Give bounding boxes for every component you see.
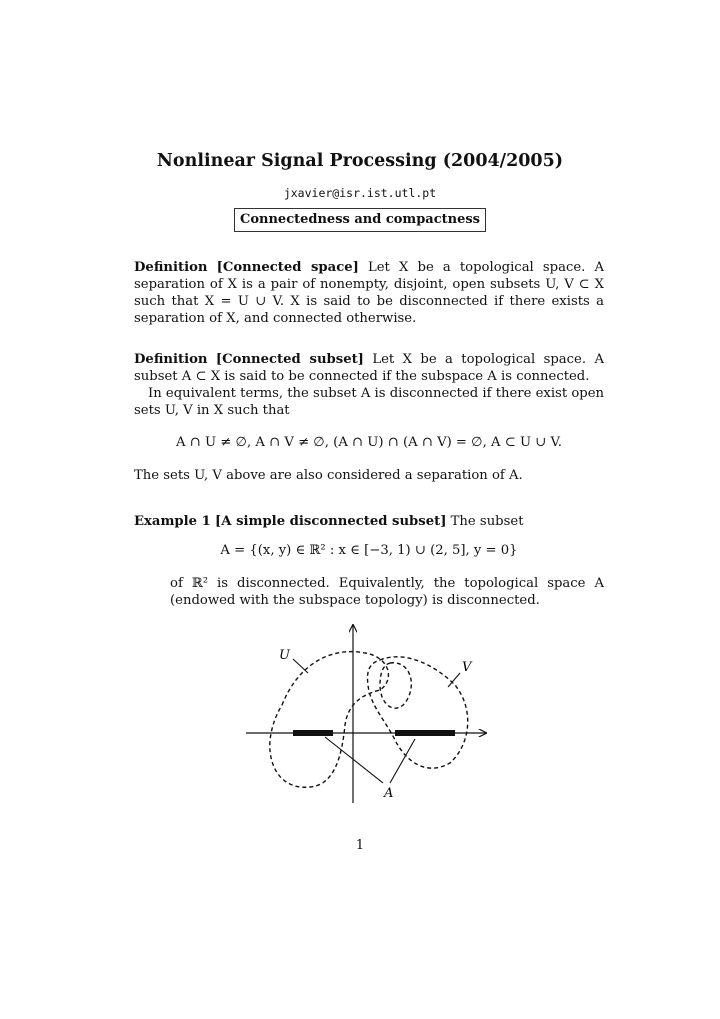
example-heading xyxy=(134,513,604,530)
definition-name: [Connected subset] xyxy=(215,352,364,367)
label-A: A xyxy=(384,786,394,801)
example-intro: The subset xyxy=(450,514,524,529)
topic-box-wrapper xyxy=(0,208,720,232)
example-text: of ℝ² is disconnected. Equivalently, the topological space A (endowed with the subspace topology) is disconnected. xyxy=(170,576,604,608)
set-V-curve xyxy=(368,657,468,768)
document-title: Nonlinear Signal Processing (2004/2005) xyxy=(156,151,564,171)
page-number: 1 xyxy=(355,838,365,853)
set-A-segment-left xyxy=(293,730,333,736)
topic-box: Connectedness and compactness xyxy=(234,208,486,232)
definition-text: Let X be a topological space. A separation of X is a pair of nonempty, disjoint, open subsets U, V ⊂ X such that X = U ∪ V. X is said to be disconnected if there exists a separation of X, and connected otherwise. xyxy=(134,260,605,326)
V-leader-line xyxy=(448,673,460,687)
label-U: U xyxy=(279,648,290,663)
disconnected-subset-figure xyxy=(230,615,510,815)
example-set-equation: A = {(x, y) ∈ ℝ² : x ∈ [−3, 1) ∪ (2, 5], y = 0} xyxy=(220,543,518,558)
set-U-curve xyxy=(270,652,389,788)
label-V: V xyxy=(462,660,472,675)
U-leader-line xyxy=(293,659,308,673)
definition-equivalent-text: In equivalent terms, the subset A is disconnected if there exist open sets U, V in X such that xyxy=(134,386,604,418)
definition-label: Definition xyxy=(134,260,208,275)
definition-name: [Connected space] xyxy=(216,260,359,275)
definition-connected-subset xyxy=(134,351,604,419)
separation-equation: A ∩ U ≠ ∅, A ∩ V ≠ ∅, (A ∩ U) ∩ (A ∩ V) = ∅, A ⊂ U ∪ V. xyxy=(176,435,562,450)
definition-label: Definition xyxy=(134,352,208,367)
A-leader-line-left xyxy=(325,737,383,783)
separation-note: The sets U, V above are also considered a separation of A. xyxy=(134,468,523,483)
definition-connected-space xyxy=(134,259,604,327)
example-name: [A simple disconnected subset] xyxy=(215,514,447,529)
set-A-segment-right xyxy=(395,730,455,736)
definition-text: Let X be a topological space. A subset A ⊂ X is said to be connected if the subspace A is connected. xyxy=(134,352,604,384)
author-email: jxavier@isr.ist.utl.pt xyxy=(283,186,437,200)
example-label: Example 1 xyxy=(134,514,211,529)
